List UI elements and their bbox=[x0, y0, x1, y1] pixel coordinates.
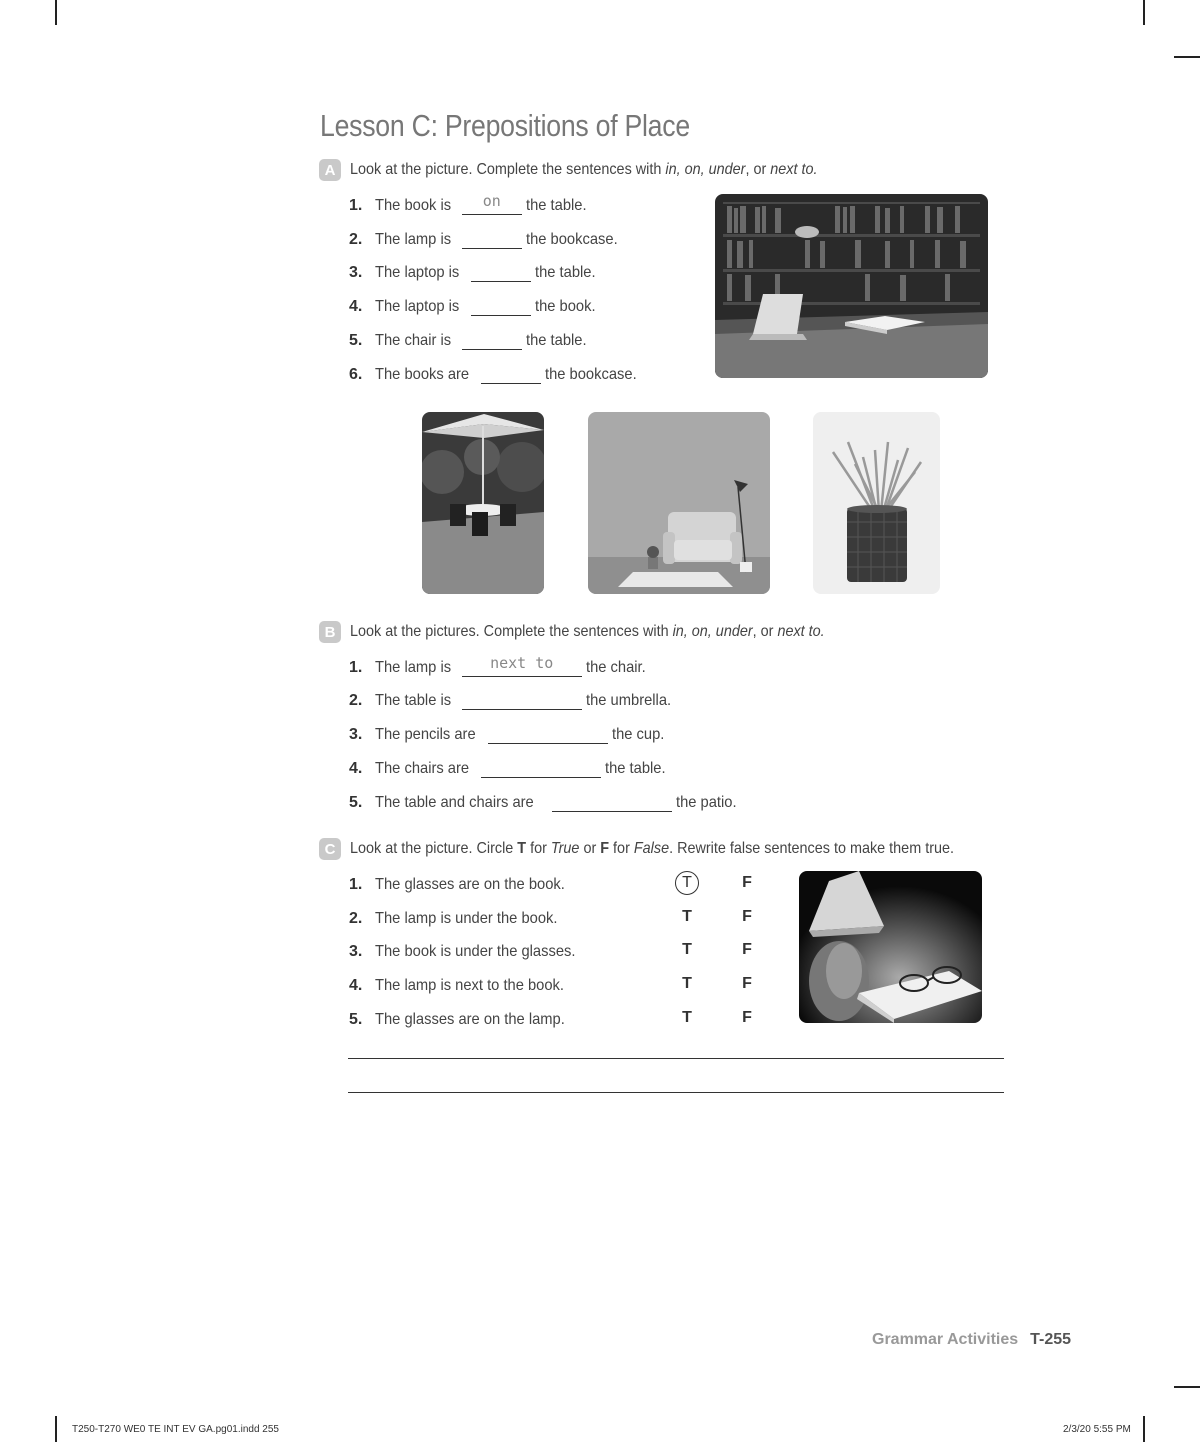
footer-label: Grammar Activities bbox=[872, 1331, 1019, 1348]
tf-item bbox=[349, 939, 593, 961]
item-number: 4. bbox=[349, 298, 363, 315]
answer-blank[interactable] bbox=[481, 365, 541, 384]
item-text-before: The lamp is bbox=[375, 231, 452, 248]
answer-text: next to bbox=[490, 654, 554, 672]
tf-statement: The glasses are on the lamp. bbox=[375, 1011, 565, 1028]
page-number: T-255 bbox=[1030, 1331, 1072, 1348]
exercise-item bbox=[349, 688, 678, 710]
instruction-text: Look at the picture. Circle bbox=[350, 840, 518, 857]
print-slug-left: T250-T270 WE0 TE INT EV GA.pg01.indd 255 bbox=[72, 1424, 279, 1435]
patio-photo bbox=[422, 412, 544, 594]
answer-blank[interactable] bbox=[481, 759, 601, 778]
section-c-instruction bbox=[350, 840, 954, 858]
tf-statement: The book is under the glasses. bbox=[375, 943, 576, 960]
exercise-item bbox=[349, 260, 600, 282]
item-number: 2. bbox=[349, 231, 363, 248]
instruction-text: Look at the picture. Complete the sentences with bbox=[350, 161, 666, 178]
crop-mark bbox=[55, 1416, 57, 1442]
lamp-glasses-photo bbox=[799, 871, 982, 1023]
answer-blank[interactable] bbox=[462, 192, 522, 215]
answer-blank[interactable] bbox=[462, 331, 522, 350]
print-slug-right: 2/3/20 5:55 PM bbox=[1063, 1424, 1131, 1435]
page-footer bbox=[872, 1331, 1071, 1349]
true-option-circled[interactable]: T bbox=[675, 871, 699, 895]
item-number: 4. bbox=[349, 977, 363, 994]
answer-blank[interactable] bbox=[471, 263, 531, 282]
item-text-before: The books are bbox=[375, 366, 470, 383]
crop-mark bbox=[1143, 1416, 1145, 1442]
item-text-before: The pencils are bbox=[375, 726, 476, 743]
item-text-before: The chair is bbox=[375, 332, 452, 349]
item-text-after: the bookcase. bbox=[545, 366, 637, 383]
crop-mark bbox=[1174, 1386, 1200, 1388]
item-number: 2. bbox=[349, 910, 363, 927]
exercise-item bbox=[349, 790, 741, 812]
item-number: 5. bbox=[349, 332, 363, 349]
section-b-instruction bbox=[350, 623, 825, 641]
true-option[interactable]: T bbox=[682, 975, 692, 992]
crop-mark bbox=[1174, 56, 1200, 58]
item-text-after: the table. bbox=[525, 332, 587, 349]
item-text-before: The table and chairs are bbox=[375, 794, 534, 811]
item-text-after: the patio. bbox=[675, 794, 737, 811]
instruction-text: for bbox=[609, 840, 634, 857]
tf-statement: The lamp is under the book. bbox=[375, 910, 558, 927]
section-a-badge: A bbox=[319, 159, 341, 181]
crop-mark bbox=[1143, 0, 1145, 25]
tf-statement: The lamp is next to the book. bbox=[375, 977, 565, 994]
exercise-item bbox=[349, 227, 625, 249]
tf-item bbox=[349, 906, 573, 928]
item-text-after: the cup. bbox=[612, 726, 665, 743]
instruction-text: Look at the pictures. Complete the sentences with bbox=[350, 623, 673, 640]
instruction-true: True bbox=[550, 840, 580, 857]
item-text-after: the table. bbox=[534, 264, 596, 281]
item-text-after: the bookcase. bbox=[525, 231, 618, 248]
instruction-text: , or bbox=[752, 623, 778, 640]
answer-blank[interactable] bbox=[471, 297, 531, 316]
item-number: 4. bbox=[349, 760, 363, 777]
false-option[interactable]: F bbox=[742, 975, 752, 992]
instruction-text: for bbox=[526, 840, 551, 857]
false-option[interactable]: F bbox=[742, 874, 752, 891]
true-option[interactable]: T bbox=[682, 908, 692, 925]
answer-blank[interactable] bbox=[462, 230, 522, 249]
false-option[interactable]: F bbox=[742, 1009, 752, 1026]
page-title: Lesson C: Prepositions of Place bbox=[320, 108, 690, 143]
item-number: 3. bbox=[349, 264, 363, 281]
tf-item bbox=[349, 1007, 581, 1029]
item-text-before: The lamp is bbox=[375, 659, 452, 676]
item-number: 5. bbox=[349, 794, 363, 811]
answer-blank[interactable] bbox=[462, 654, 582, 677]
exercise-item bbox=[349, 756, 671, 778]
tf-statement: The glasses are on the book. bbox=[375, 876, 565, 893]
true-option[interactable]: T bbox=[682, 1009, 692, 1026]
true-option[interactable]: T bbox=[682, 941, 692, 958]
exercise-item bbox=[349, 294, 600, 316]
exercise-item bbox=[349, 722, 669, 744]
exercise-item bbox=[349, 362, 645, 384]
item-text-before: The laptop is bbox=[375, 264, 460, 281]
armchair-photo bbox=[588, 412, 770, 594]
item-text-after: the table. bbox=[525, 197, 587, 214]
item-number: 3. bbox=[349, 726, 363, 743]
answer-blank[interactable] bbox=[488, 725, 608, 744]
item-text-before: The table is bbox=[375, 692, 452, 709]
answer-blank[interactable] bbox=[462, 691, 582, 710]
false-option[interactable]: F bbox=[742, 908, 752, 925]
answer-blank[interactable] bbox=[552, 793, 672, 812]
library-photo bbox=[715, 194, 988, 378]
item-text-after: the table. bbox=[605, 760, 666, 777]
instruction-options: in, on, under bbox=[665, 161, 746, 178]
instruction-option-last: next to. bbox=[770, 161, 818, 178]
item-text-before: The chairs are bbox=[375, 760, 470, 777]
instruction-option-last: next to. bbox=[777, 623, 825, 640]
item-text-before: The laptop is bbox=[375, 298, 460, 315]
item-number: 1. bbox=[349, 876, 363, 893]
exercise-item bbox=[349, 328, 592, 350]
write-line-1[interactable] bbox=[348, 1058, 1004, 1059]
item-text-before: The book is bbox=[375, 197, 452, 214]
exercise-item bbox=[349, 655, 651, 677]
item-text-after: the chair. bbox=[585, 659, 646, 676]
answer-text: on bbox=[482, 192, 501, 210]
item-number: 3. bbox=[349, 943, 363, 960]
false-option[interactable]: F bbox=[742, 941, 752, 958]
crop-mark bbox=[55, 0, 57, 25]
instruction-options: in, on, under bbox=[672, 623, 753, 640]
item-number: 6. bbox=[349, 366, 363, 383]
tf-item bbox=[349, 872, 581, 894]
section-c-badge: C bbox=[319, 838, 341, 860]
item-number: 1. bbox=[349, 659, 363, 676]
exercise-item bbox=[349, 193, 592, 215]
item-number: 5. bbox=[349, 1011, 363, 1028]
instruction-t: T bbox=[517, 840, 527, 857]
write-line-2[interactable] bbox=[348, 1092, 1004, 1093]
instruction-text: , or bbox=[745, 161, 771, 178]
pencils-photo bbox=[813, 412, 940, 594]
item-number: 2. bbox=[349, 692, 363, 709]
section-a-instruction bbox=[350, 161, 817, 179]
instruction-text: . Rewrite false sentences to make them true. bbox=[669, 840, 955, 857]
tf-item bbox=[349, 973, 580, 995]
section-b-badge: B bbox=[319, 621, 341, 643]
instruction-f: F bbox=[600, 840, 610, 857]
instruction-false: False bbox=[633, 840, 670, 857]
item-number: 1. bbox=[349, 197, 363, 214]
item-text-after: the umbrella. bbox=[585, 692, 671, 709]
item-text-after: the book. bbox=[534, 298, 596, 315]
instruction-text: or bbox=[579, 840, 601, 857]
